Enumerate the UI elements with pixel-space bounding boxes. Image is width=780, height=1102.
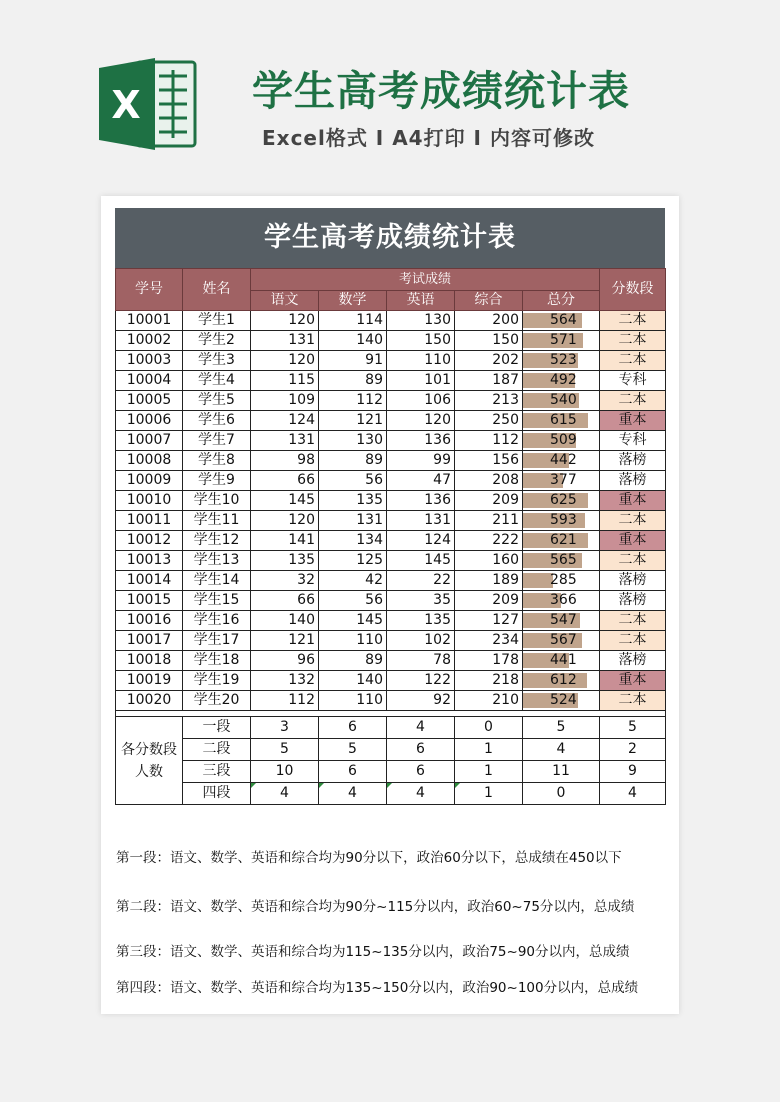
cell-total[interactable] bbox=[523, 351, 600, 371]
cell-name[interactable]: 学生16 bbox=[183, 611, 251, 631]
cell-chinese[interactable]: 120 bbox=[251, 311, 319, 331]
cell-english[interactable]: 145 bbox=[387, 551, 455, 571]
total-value: 285 bbox=[550, 572, 577, 588]
stats-row bbox=[116, 717, 666, 739]
cell-comprehensive[interactable]: 187 bbox=[455, 371, 523, 391]
cell-id[interactable]: 10011 bbox=[116, 511, 183, 531]
cell-name[interactable]: 学生1 bbox=[183, 311, 251, 331]
cell-chinese[interactable]: 96 bbox=[251, 651, 319, 671]
cell-chinese[interactable]: 120 bbox=[251, 351, 319, 371]
cell-name[interactable]: 学生10 bbox=[183, 491, 251, 511]
cell-comprehensive[interactable]: 213 bbox=[455, 391, 523, 411]
cell-total[interactable] bbox=[523, 451, 600, 471]
cell-english[interactable]: 99 bbox=[387, 451, 455, 471]
stats-cell-english[interactable]: 4 bbox=[387, 783, 455, 805]
table-row bbox=[116, 591, 666, 611]
cell-name[interactable]: 学生7 bbox=[183, 431, 251, 451]
stats-row bbox=[116, 761, 666, 783]
cell-english[interactable]: 136 bbox=[387, 491, 455, 511]
cell-name[interactable]: 学生14 bbox=[183, 571, 251, 591]
cell-math[interactable]: 89 bbox=[319, 451, 387, 471]
cell-english[interactable]: 130 bbox=[387, 311, 455, 331]
cell-segment[interactable]: 重本 bbox=[600, 491, 666, 511]
cell-comprehensive[interactable]: 234 bbox=[455, 631, 523, 651]
stats-cell-math[interactable]: 6 bbox=[319, 717, 387, 739]
stats-cell-chinese[interactable]: 5 bbox=[251, 739, 319, 761]
cell-chinese[interactable]: 120 bbox=[251, 511, 319, 531]
cell-segment[interactable]: 重本 bbox=[600, 671, 666, 691]
cell-id[interactable]: 10003 bbox=[116, 351, 183, 371]
cell-segment[interactable]: 二本 bbox=[600, 631, 666, 651]
cell-name[interactable]: 学生20 bbox=[183, 691, 251, 711]
stats-cell-chinese[interactable]: 3 bbox=[251, 717, 319, 739]
cell-segment[interactable]: 二本 bbox=[600, 391, 666, 411]
cell-total[interactable] bbox=[523, 311, 600, 331]
cell-segment[interactable]: 二本 bbox=[600, 351, 666, 371]
header-exam-scores: 考试成绩 bbox=[251, 269, 600, 291]
cell-name[interactable]: 学生6 bbox=[183, 411, 251, 431]
cell-segment[interactable]: 二本 bbox=[600, 551, 666, 571]
cell-id[interactable]: 10019 bbox=[116, 671, 183, 691]
cell-math[interactable]: 114 bbox=[319, 311, 387, 331]
total-value: 524 bbox=[550, 692, 577, 708]
cell-id[interactable]: 10013 bbox=[116, 551, 183, 571]
cell-name[interactable]: 学生17 bbox=[183, 631, 251, 651]
cell-segment[interactable]: 重本 bbox=[600, 411, 666, 431]
table-row bbox=[116, 371, 666, 391]
cell-total[interactable] bbox=[523, 471, 600, 491]
cell-total[interactable] bbox=[523, 611, 600, 631]
cell-comprehensive[interactable]: 189 bbox=[455, 571, 523, 591]
cell-comprehensive[interactable]: 127 bbox=[455, 611, 523, 631]
cell-id[interactable]: 10014 bbox=[116, 571, 183, 591]
table-row bbox=[116, 611, 666, 631]
cell-id[interactable]: 10002 bbox=[116, 331, 183, 351]
cell-comprehensive[interactable]: 209 bbox=[455, 591, 523, 611]
cell-math[interactable]: 42 bbox=[319, 571, 387, 591]
cell-math[interactable]: 89 bbox=[319, 651, 387, 671]
stats-cell-seg[interactable]: 四段 bbox=[183, 783, 251, 805]
cell-segment[interactable]: 二本 bbox=[600, 331, 666, 351]
cell-segment[interactable]: 专科 bbox=[600, 371, 666, 391]
cell-math[interactable]: 56 bbox=[319, 471, 387, 491]
cell-name[interactable]: 学生8 bbox=[183, 451, 251, 471]
cell-math[interactable]: 134 bbox=[319, 531, 387, 551]
cell-comprehensive[interactable]: 218 bbox=[455, 671, 523, 691]
cell-chinese[interactable]: 66 bbox=[251, 471, 319, 491]
cell-segment[interactable]: 落榜 bbox=[600, 571, 666, 591]
cell-name[interactable]: 学生4 bbox=[183, 371, 251, 391]
cell-english[interactable]: 122 bbox=[387, 671, 455, 691]
cell-total[interactable] bbox=[523, 651, 600, 671]
table-row bbox=[116, 451, 666, 471]
stats-cell-segment[interactable]: 5 bbox=[600, 717, 666, 739]
cell-chinese[interactable]: 132 bbox=[251, 671, 319, 691]
table-row bbox=[116, 491, 666, 511]
stats-cell-comp[interactable]: 1 bbox=[455, 761, 523, 783]
header-chinese: 语文 bbox=[251, 291, 319, 311]
cell-comprehensive[interactable]: 112 bbox=[455, 431, 523, 451]
table-row bbox=[116, 391, 666, 411]
stats-cell-segment[interactable]: 2 bbox=[600, 739, 666, 761]
cell-total[interactable] bbox=[523, 671, 600, 691]
cell-math[interactable]: 140 bbox=[319, 671, 387, 691]
cell-id[interactable]: 10009 bbox=[116, 471, 183, 491]
cell-segment[interactable]: 落榜 bbox=[600, 591, 666, 611]
total-value: 492 bbox=[550, 372, 577, 388]
cell-math[interactable]: 112 bbox=[319, 391, 387, 411]
cell-name[interactable]: 学生12 bbox=[183, 531, 251, 551]
stats-cell-chinese[interactable]: 4 bbox=[251, 783, 319, 805]
cell-name[interactable]: 学生15 bbox=[183, 591, 251, 611]
cell-chinese[interactable]: 141 bbox=[251, 531, 319, 551]
cell-name[interactable]: 学生2 bbox=[183, 331, 251, 351]
table-row bbox=[116, 411, 666, 431]
cell-chinese[interactable]: 98 bbox=[251, 451, 319, 471]
table-row bbox=[116, 571, 666, 591]
table-row bbox=[116, 431, 666, 451]
cell-english[interactable]: 78 bbox=[387, 651, 455, 671]
cell-segment[interactable]: 二本 bbox=[600, 311, 666, 331]
cell-name[interactable]: 学生11 bbox=[183, 511, 251, 531]
stats-cell-english[interactable]: 4 bbox=[387, 717, 455, 739]
cell-id[interactable]: 10010 bbox=[116, 491, 183, 511]
stats-label: 各分数段人数 bbox=[116, 717, 183, 805]
cell-id[interactable]: 10016 bbox=[116, 611, 183, 631]
cell-english[interactable]: 135 bbox=[387, 611, 455, 631]
cell-total[interactable] bbox=[523, 631, 600, 651]
stats-cell-seg[interactable]: 一段 bbox=[183, 717, 251, 739]
note-segment-4: 第四段：语文、数学、英语和综合均为135~150分以内，政治90~100分以内，总成绩 bbox=[116, 980, 639, 996]
cell-total[interactable] bbox=[523, 411, 600, 431]
cell-math[interactable]: 135 bbox=[319, 491, 387, 511]
stats-cell-comp[interactable]: 1 bbox=[455, 739, 523, 761]
cell-math[interactable]: 89 bbox=[319, 371, 387, 391]
cell-total[interactable] bbox=[523, 331, 600, 351]
cell-math[interactable]: 145 bbox=[319, 611, 387, 631]
table-row bbox=[116, 351, 666, 371]
stats-cell-math[interactable]: 4 bbox=[319, 783, 387, 805]
header-id: 学号 bbox=[116, 269, 183, 311]
cell-english[interactable]: 35 bbox=[387, 591, 455, 611]
total-value: 509 bbox=[550, 432, 577, 448]
stats-cell-total[interactable]: 4 bbox=[523, 739, 600, 761]
cell-chinese[interactable]: 115 bbox=[251, 371, 319, 391]
excel-icon bbox=[99, 56, 199, 152]
table-row bbox=[116, 311, 666, 331]
cell-segment[interactable]: 落榜 bbox=[600, 471, 666, 491]
cell-chinese[interactable]: 135 bbox=[251, 551, 319, 571]
stats-cell-english[interactable]: 6 bbox=[387, 739, 455, 761]
cell-total[interactable] bbox=[523, 531, 600, 551]
cell-chinese[interactable]: 112 bbox=[251, 691, 319, 711]
cell-id[interactable]: 10018 bbox=[116, 651, 183, 671]
cell-id[interactable]: 10005 bbox=[116, 391, 183, 411]
cell-english[interactable]: 102 bbox=[387, 631, 455, 651]
cell-total[interactable] bbox=[523, 691, 600, 711]
total-value: 625 bbox=[550, 492, 577, 508]
cell-chinese[interactable]: 140 bbox=[251, 611, 319, 631]
cell-math[interactable]: 125 bbox=[319, 551, 387, 571]
stats-cell-seg[interactable]: 三段 bbox=[183, 761, 251, 783]
cell-name[interactable]: 学生3 bbox=[183, 351, 251, 371]
cell-math[interactable]: 131 bbox=[319, 511, 387, 531]
cell-segment[interactable]: 二本 bbox=[600, 611, 666, 631]
score-table bbox=[115, 268, 666, 805]
cell-english[interactable]: 106 bbox=[387, 391, 455, 411]
cell-name[interactable]: 学生5 bbox=[183, 391, 251, 411]
table-row bbox=[116, 651, 666, 671]
cell-id[interactable]: 10012 bbox=[116, 531, 183, 551]
cell-math[interactable]: 110 bbox=[319, 631, 387, 651]
table-row bbox=[116, 531, 666, 551]
cell-chinese[interactable]: 131 bbox=[251, 331, 319, 351]
cell-total[interactable] bbox=[523, 371, 600, 391]
stats-cell-seg[interactable]: 二段 bbox=[183, 739, 251, 761]
total-value: 615 bbox=[550, 412, 577, 428]
cell-total[interactable] bbox=[523, 391, 600, 411]
total-value: 564 bbox=[550, 312, 577, 328]
total-value: 366 bbox=[550, 592, 577, 608]
cell-segment[interactable]: 二本 bbox=[600, 691, 666, 711]
cell-comprehensive[interactable]: 209 bbox=[455, 491, 523, 511]
stats-row bbox=[116, 739, 666, 761]
cell-math[interactable]: 140 bbox=[319, 331, 387, 351]
cell-math[interactable]: 110 bbox=[319, 691, 387, 711]
cell-english[interactable]: 131 bbox=[387, 511, 455, 531]
stats-cell-segment[interactable]: 9 bbox=[600, 761, 666, 783]
cell-chinese[interactable]: 32 bbox=[251, 571, 319, 591]
cell-comprehensive[interactable]: 222 bbox=[455, 531, 523, 551]
header-math: 数学 bbox=[319, 291, 387, 311]
table-row bbox=[116, 551, 666, 571]
banner-title: 学生高考成绩统计表 bbox=[252, 67, 630, 115]
total-value: 377 bbox=[550, 472, 577, 488]
cell-english[interactable]: 47 bbox=[387, 471, 455, 491]
table-row bbox=[116, 471, 666, 491]
cell-english[interactable]: 136 bbox=[387, 431, 455, 451]
cell-comprehensive[interactable]: 250 bbox=[455, 411, 523, 431]
cell-comprehensive[interactable]: 200 bbox=[455, 311, 523, 331]
total-value: 612 bbox=[550, 672, 577, 688]
cell-math[interactable]: 91 bbox=[319, 351, 387, 371]
stats-cell-segment[interactable]: 4 bbox=[600, 783, 666, 805]
header-english: 英语 bbox=[387, 291, 455, 311]
total-value: 523 bbox=[550, 352, 577, 368]
cell-comprehensive[interactable]: 156 bbox=[455, 451, 523, 471]
table-row bbox=[116, 631, 666, 651]
stats-cell-math[interactable]: 5 bbox=[319, 739, 387, 761]
cell-english[interactable]: 92 bbox=[387, 691, 455, 711]
note-segment-3: 第三段：语文、数学、英语和综合均为115~135分以内，政治75~90分以内，总成绩 bbox=[116, 944, 630, 960]
total-value: 441 bbox=[550, 652, 577, 668]
stats-cell-english[interactable]: 6 bbox=[387, 761, 455, 783]
cell-segment[interactable]: 重本 bbox=[600, 531, 666, 551]
note-segment-1: 第一段：语文、数学、英语和综合均为90分以下，政治60分以下，总成绩在450以下 bbox=[116, 850, 622, 866]
cell-chinese[interactable]: 145 bbox=[251, 491, 319, 511]
cell-comprehensive[interactable]: 208 bbox=[455, 471, 523, 491]
cell-id[interactable]: 10008 bbox=[116, 451, 183, 471]
stats-row bbox=[116, 783, 666, 805]
header-total: 总分 bbox=[523, 291, 600, 311]
cell-segment[interactable]: 专科 bbox=[600, 431, 666, 451]
header-comprehensive: 综合 bbox=[455, 291, 523, 311]
stats-cell-math[interactable]: 6 bbox=[319, 761, 387, 783]
cell-name[interactable]: 学生18 bbox=[183, 651, 251, 671]
cell-math[interactable]: 130 bbox=[319, 431, 387, 451]
total-value: 621 bbox=[550, 532, 577, 548]
cell-id[interactable]: 10007 bbox=[116, 431, 183, 451]
sheet-title: 学生高考成绩统计表 bbox=[115, 208, 665, 268]
note-segment-2: 第二段：语文、数学、英语和综合均为90分~115分以内，政治60~75分以内，总成绩 bbox=[116, 899, 635, 915]
stats-cell-comp[interactable]: 0 bbox=[455, 717, 523, 739]
table-row bbox=[116, 671, 666, 691]
cell-math[interactable]: 56 bbox=[319, 591, 387, 611]
cell-id[interactable]: 10020 bbox=[116, 691, 183, 711]
stats-cell-chinese[interactable]: 10 bbox=[251, 761, 319, 783]
cell-total[interactable] bbox=[523, 431, 600, 451]
spreadsheet bbox=[101, 196, 679, 1014]
cell-comprehensive[interactable]: 150 bbox=[455, 331, 523, 351]
cell-id[interactable]: 10001 bbox=[116, 311, 183, 331]
table-row bbox=[116, 331, 666, 351]
cell-chinese[interactable]: 109 bbox=[251, 391, 319, 411]
cell-id[interactable]: 10017 bbox=[116, 631, 183, 651]
cell-total[interactable] bbox=[523, 491, 600, 511]
cell-english[interactable]: 101 bbox=[387, 371, 455, 391]
total-value: 593 bbox=[550, 512, 577, 528]
cell-english[interactable]: 150 bbox=[387, 331, 455, 351]
logo-letter: X bbox=[111, 83, 141, 127]
cell-chinese[interactable]: 66 bbox=[251, 591, 319, 611]
header-segment: 分数段 bbox=[600, 269, 666, 311]
banner bbox=[0, 0, 780, 200]
total-value: 547 bbox=[550, 612, 577, 628]
cell-english[interactable]: 124 bbox=[387, 531, 455, 551]
cell-segment[interactable]: 二本 bbox=[600, 511, 666, 531]
total-value: 567 bbox=[550, 632, 577, 648]
cell-comprehensive[interactable]: 211 bbox=[455, 511, 523, 531]
stats-cell-total[interactable]: 0 bbox=[523, 783, 600, 805]
cell-chinese[interactable]: 121 bbox=[251, 631, 319, 651]
cell-segment[interactable]: 落榜 bbox=[600, 651, 666, 671]
cell-comprehensive[interactable]: 210 bbox=[455, 691, 523, 711]
banner-subtitle: Excel格式 I A4打印 I 内容可修改 bbox=[262, 126, 595, 150]
cell-id[interactable]: 10004 bbox=[116, 371, 183, 391]
stats-cell-total[interactable]: 11 bbox=[523, 761, 600, 783]
cell-comprehensive[interactable]: 178 bbox=[455, 651, 523, 671]
table-row bbox=[116, 511, 666, 531]
cell-english[interactable]: 120 bbox=[387, 411, 455, 431]
cell-english[interactable]: 110 bbox=[387, 351, 455, 371]
total-value: 442 bbox=[550, 452, 577, 468]
cell-chinese[interactable]: 131 bbox=[251, 431, 319, 451]
cell-segment[interactable]: 落榜 bbox=[600, 451, 666, 471]
stats-cell-comp[interactable]: 1 bbox=[455, 783, 523, 805]
cell-total[interactable] bbox=[523, 511, 600, 531]
total-value: 540 bbox=[550, 392, 577, 408]
cell-english[interactable]: 22 bbox=[387, 571, 455, 591]
table-row bbox=[116, 691, 666, 711]
cell-id[interactable]: 10006 bbox=[116, 411, 183, 431]
cell-name[interactable]: 学生9 bbox=[183, 471, 251, 491]
cell-id[interactable]: 10015 bbox=[116, 591, 183, 611]
cell-name[interactable]: 学生13 bbox=[183, 551, 251, 571]
header-name: 姓名 bbox=[183, 269, 251, 311]
total-value: 571 bbox=[550, 332, 577, 348]
cell-total[interactable] bbox=[523, 571, 600, 591]
total-value: 565 bbox=[550, 552, 577, 568]
cell-name[interactable]: 学生19 bbox=[183, 671, 251, 691]
cell-chinese[interactable]: 124 bbox=[251, 411, 319, 431]
cell-total[interactable] bbox=[523, 591, 600, 611]
cell-math[interactable]: 121 bbox=[319, 411, 387, 431]
cell-total[interactable] bbox=[523, 551, 600, 571]
stats-cell-total[interactable]: 5 bbox=[523, 717, 600, 739]
cell-comprehensive[interactable]: 160 bbox=[455, 551, 523, 571]
cell-comprehensive[interactable]: 202 bbox=[455, 351, 523, 371]
